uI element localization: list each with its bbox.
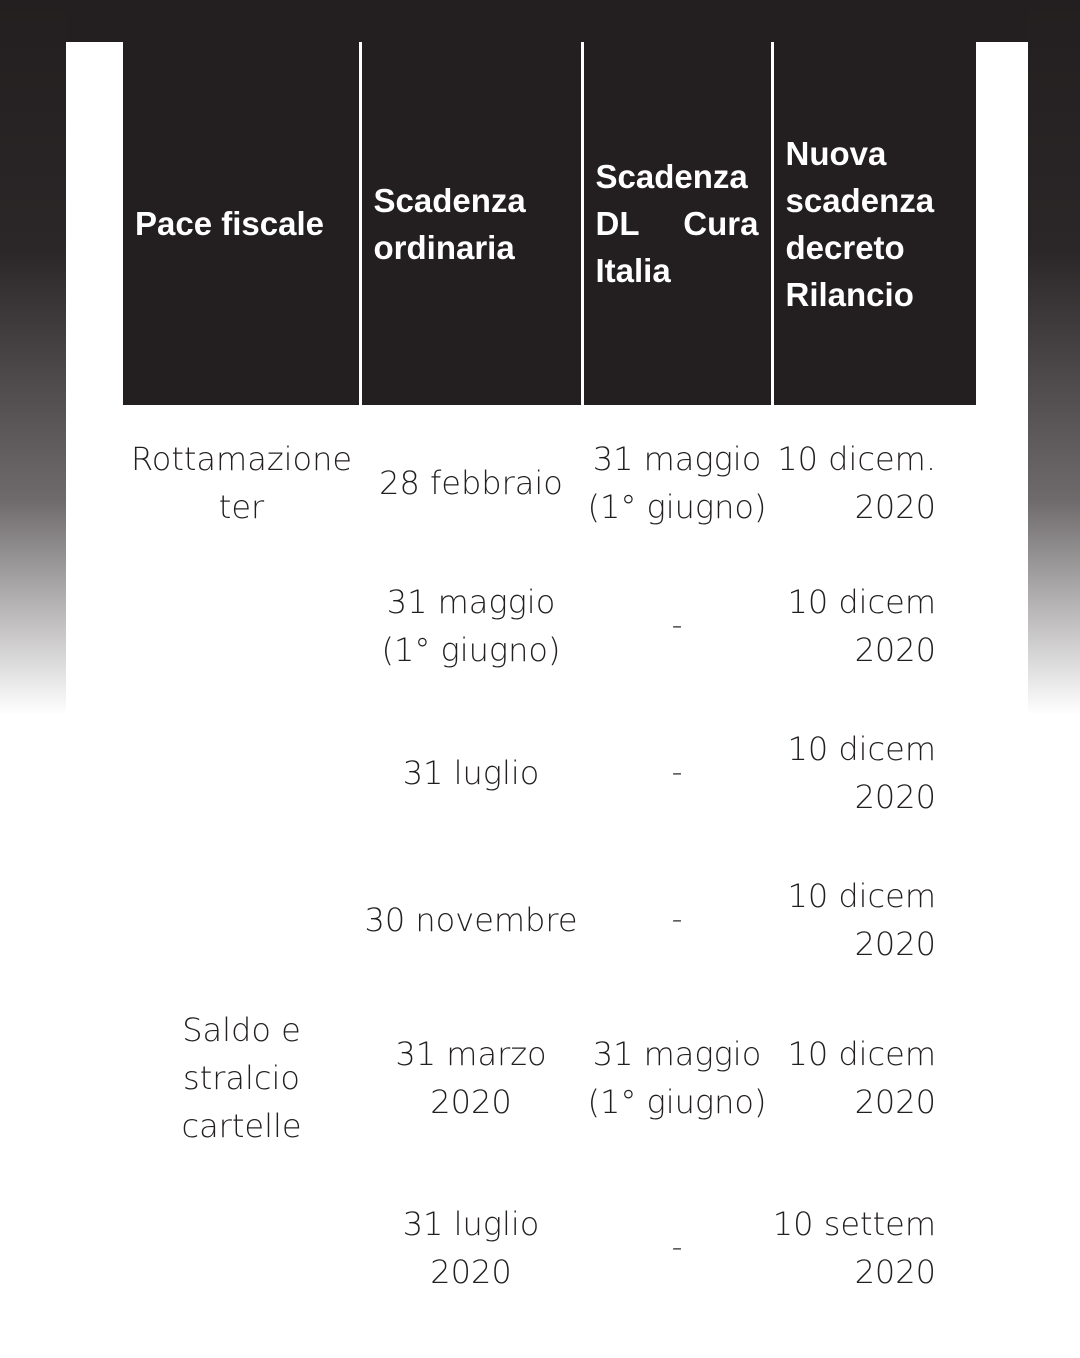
left-border xyxy=(0,0,66,715)
cell-ordinaria: 31 maggio (1° giugno) xyxy=(381,582,561,669)
header-nuova-scadenza-rilancio: Nuova scadenza decreto Rilancio xyxy=(772,42,976,405)
cell-category xyxy=(123,699,360,846)
cell-rilancio: 10 dicem 2020 xyxy=(787,1035,936,1121)
header-row xyxy=(123,42,976,405)
table-row xyxy=(123,699,976,846)
cell-category xyxy=(123,552,360,699)
header-scadenza-cura-italia: Scadenza DL Cura Italia xyxy=(582,42,772,405)
cell-cura-italia: 31 maggio (1° giugno) xyxy=(587,440,767,526)
table-row xyxy=(123,405,976,552)
table-row xyxy=(123,552,976,699)
cell-ordinaria: 28 febbraio xyxy=(379,464,563,502)
table-row xyxy=(123,1163,976,1333)
table-row xyxy=(123,993,976,1163)
cell-rilancio: 10 dicem. 2020 xyxy=(777,440,936,526)
cell-cura-italia: 31 maggio (1° giugno) xyxy=(587,1035,767,1121)
cell-category xyxy=(123,846,360,993)
cell-rilancio: 10 dicem 2020 xyxy=(787,876,936,963)
cell-category: Rottamazione ter xyxy=(130,440,353,526)
header-scadenza-ordinaria: Scadenza ordinaria xyxy=(360,42,582,405)
cell-rilancio: 10 dicem 2020 xyxy=(787,582,936,669)
cell-cura-italia: - xyxy=(671,901,683,937)
cell-ordinaria: 31 luglio xyxy=(402,753,540,792)
cell-category xyxy=(123,1163,360,1333)
right-border xyxy=(1028,0,1080,715)
header-pace-fiscale: Pace fiscale xyxy=(123,42,360,405)
cell-cura-italia: - xyxy=(671,607,683,643)
cell-cura-italia: - xyxy=(671,1230,683,1265)
top-border xyxy=(0,0,1080,42)
table-row xyxy=(123,846,976,993)
cell-category: Saldo e stralcio cartelle xyxy=(181,1011,302,1145)
cell-rilancio: 10 dicem 2020 xyxy=(787,729,936,816)
cell-cura-italia: - xyxy=(671,754,683,790)
deadlines-table xyxy=(123,42,976,1333)
cell-rilancio: 10 settem 2020 xyxy=(772,1205,936,1291)
cell-ordinaria: 31 luglio 2020 xyxy=(402,1205,540,1291)
cell-ordinaria: 30 novembre xyxy=(364,900,578,939)
cell-ordinaria: 31 marzo 2020 xyxy=(395,1035,547,1121)
